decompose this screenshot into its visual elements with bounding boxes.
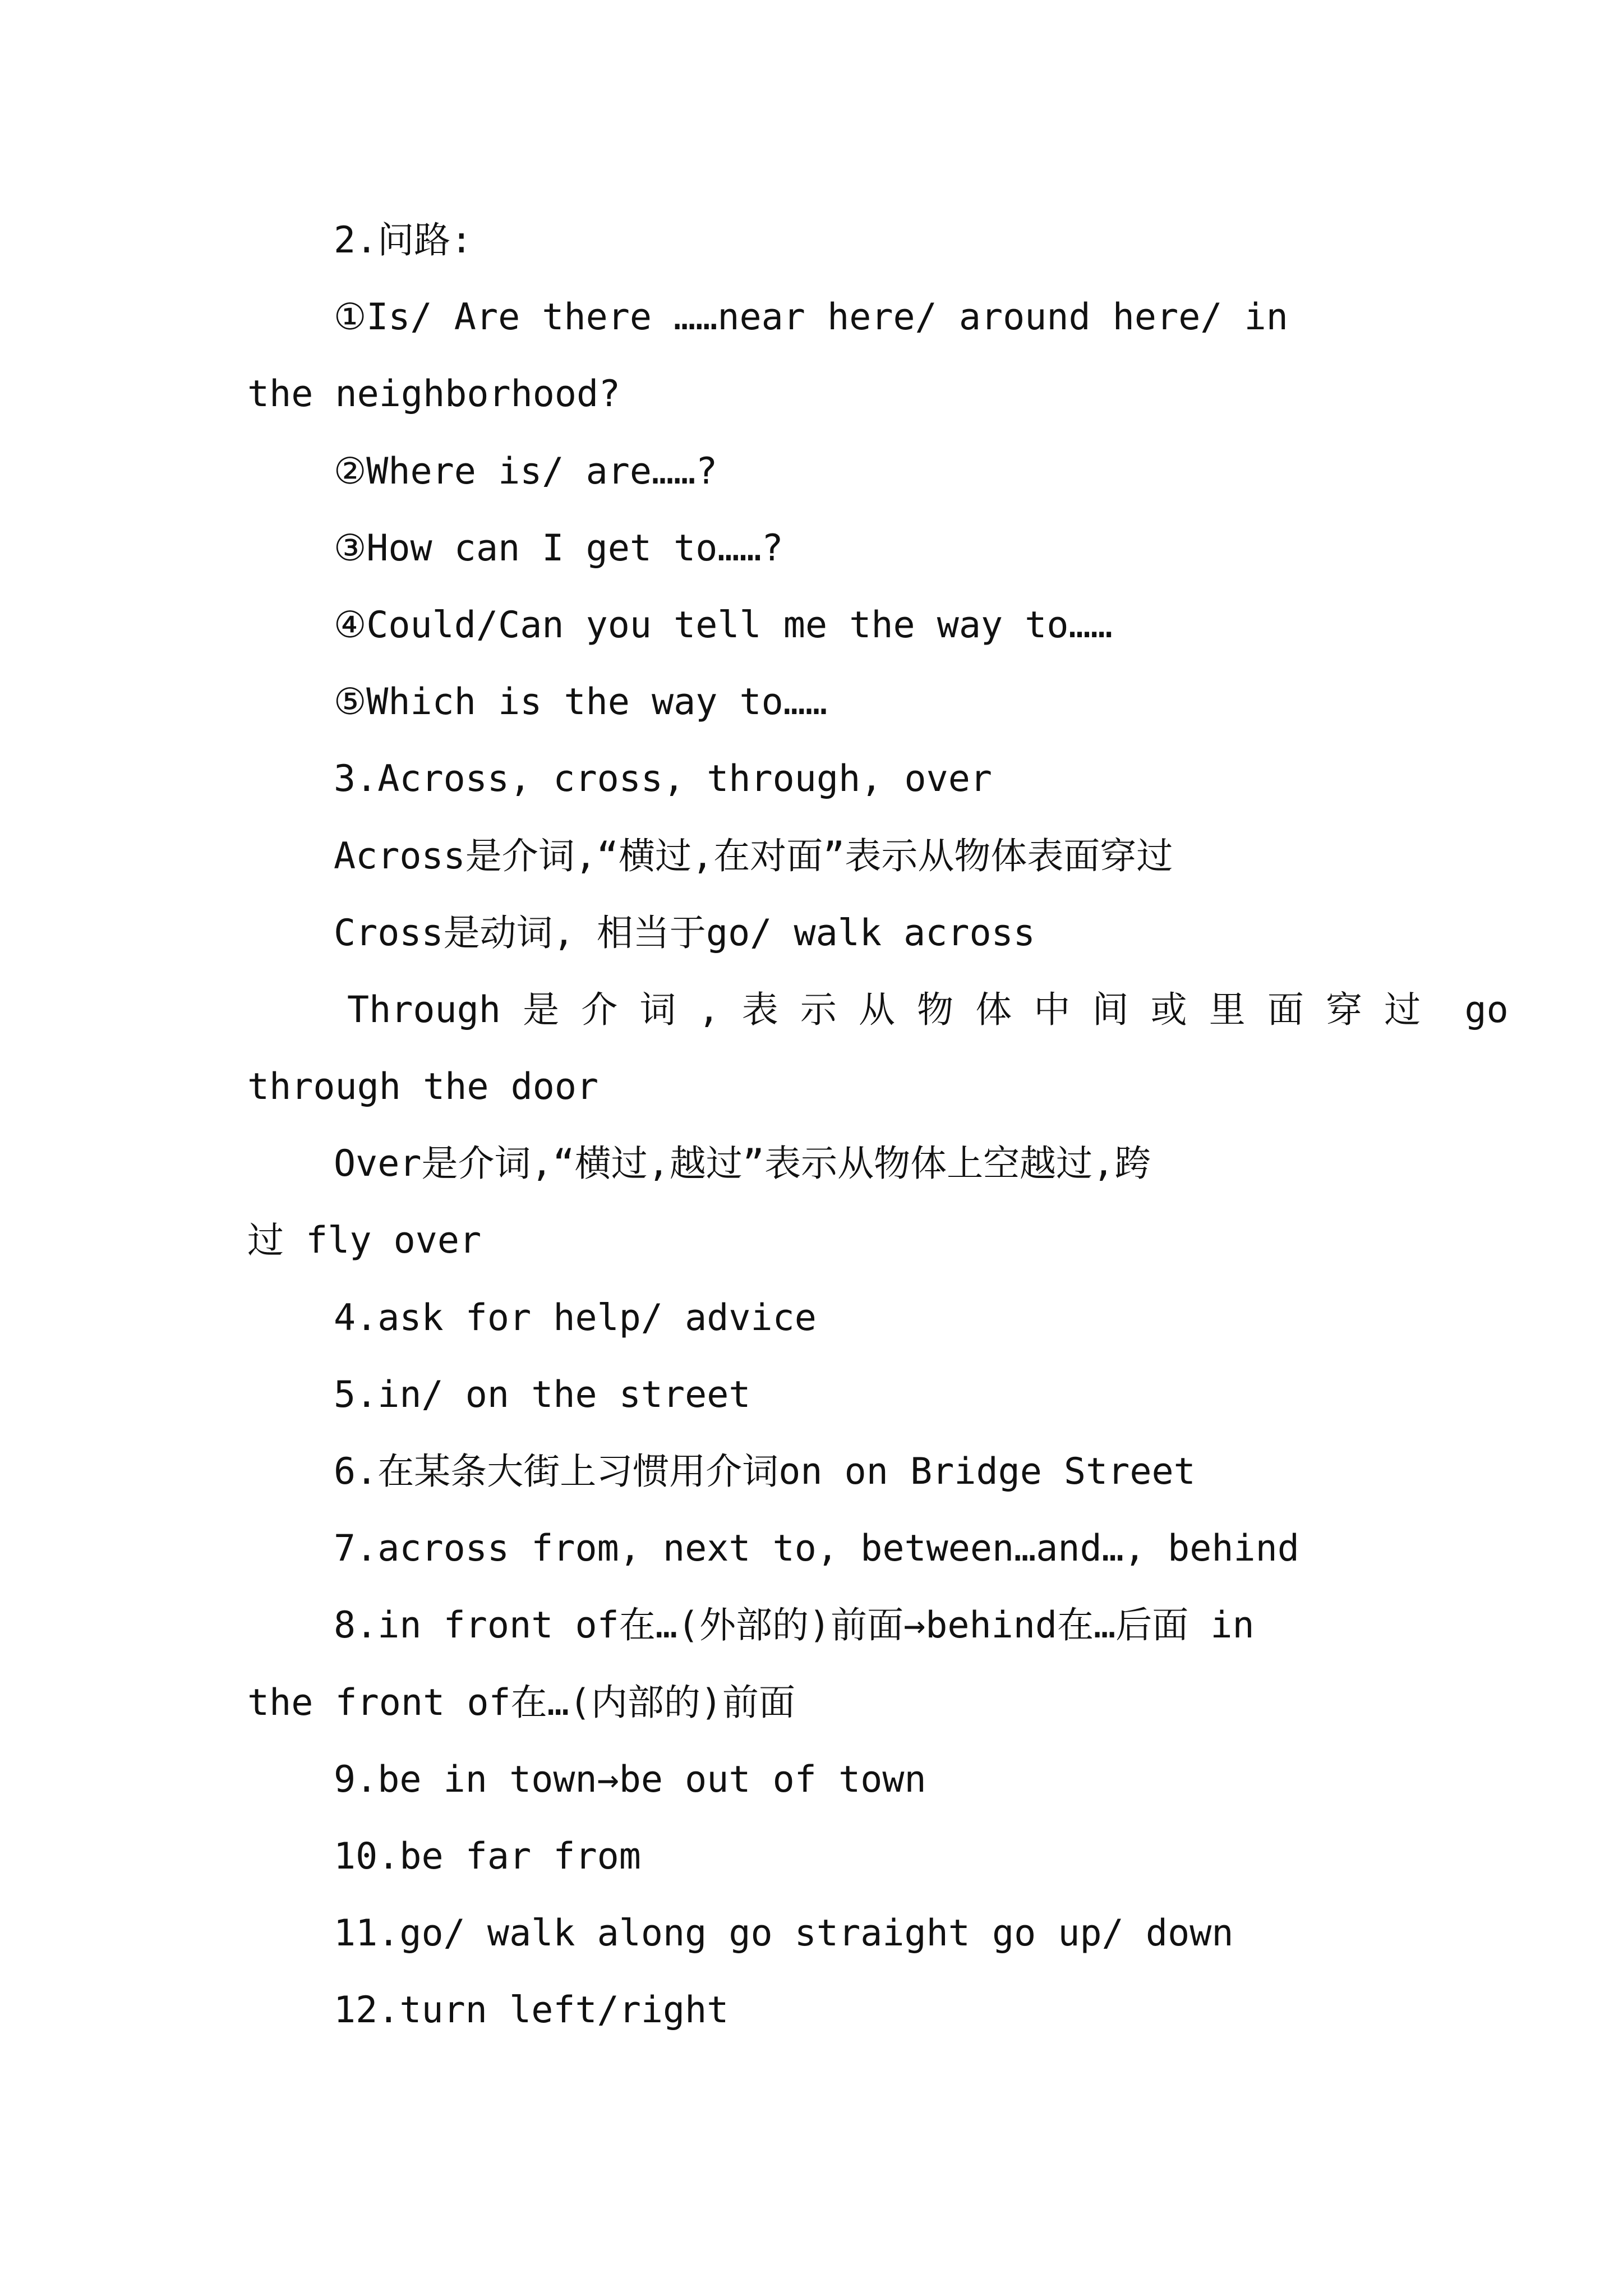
text-line-16: 5.in/ on the street [334, 1373, 751, 1416]
text-line-15: 4.ask for help/ advice [334, 1296, 817, 1339]
text-line-23: 11.go/ walk along go straight go up/ down [334, 1912, 1234, 1955]
text-line-24: 12.turn left/right [334, 1989, 729, 2032]
text-line-11: Through 是 介 词 , 表 示 从 物 体 中 间 或 里 面 穿 过 go [347, 988, 1509, 1031]
text-line-19: 8.in front of在…(外部的)前面→behind在…后面 in [334, 1604, 1255, 1647]
text-line-22: 10.be far from [334, 1835, 641, 1878]
text-line-20: the front of在…(内部的)前面 [247, 1681, 795, 1724]
document-body [247, 202, 1509, 2049]
text-line-5: ③How can I get to……? [334, 527, 783, 569]
text-line-21: 9.be in town→be out of town [334, 1758, 926, 1801]
text-line-7: ⑤Which is the way to…… [334, 681, 828, 724]
text-line-13: Over是介词,“横过,越过”表示从物体上空越过,跨 [334, 1143, 1151, 1185]
text-line-14: 过 fly over [247, 1220, 482, 1262]
text-line-17: 6.在某条大街上习惯用介词on on Bridge Street [334, 1451, 1196, 1493]
text-line-1: 2.问路: [334, 219, 473, 261]
text-line-8: 3.Across, cross, through, over [334, 758, 992, 800]
text-line-3: the neighborhood? [247, 373, 621, 416]
text-line-9: Across是介词,“横过,在对面”表示从物体表面穿过 [334, 835, 1173, 877]
text-line-2: ①Is/ Are there ……near here/ around here/ in [334, 296, 1288, 339]
text-line-18: 7.across from, next to, between…and…, behind [334, 1527, 1299, 1570]
text-line-6: ④Could/Can you tell me the way to…… [334, 604, 1113, 646]
text-line-12: through the door [247, 1066, 599, 1108]
text-line-10: Cross是动词, 相当于go/ walk across [334, 912, 1035, 954]
text-line-4: ②Where is/ are……? [334, 450, 718, 493]
